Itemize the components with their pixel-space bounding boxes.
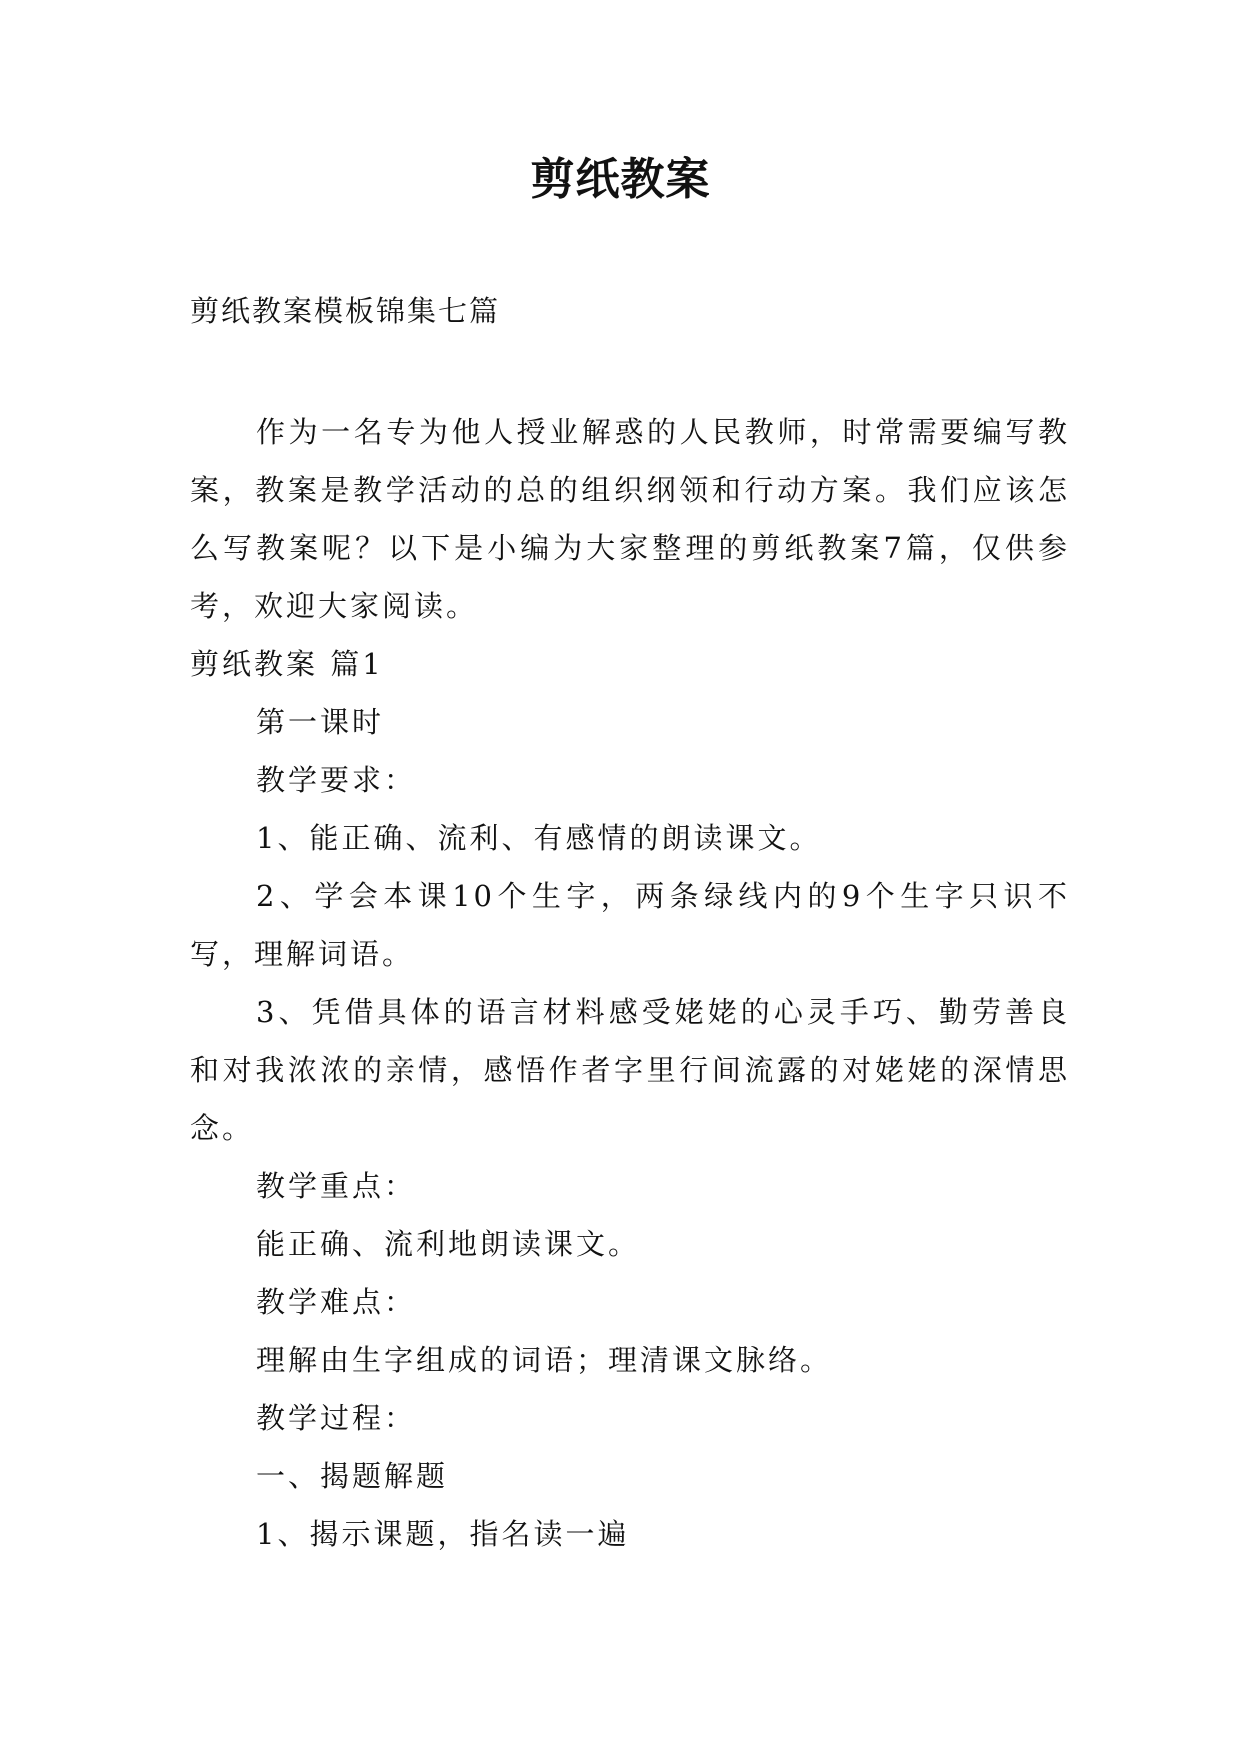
difficulties-text: 理解由生字组成的词语；理清课文脉络。 [256,1343,833,1377]
requirement-item: 3、凭借具体的语言材料感受姥姥的心灵手巧、勤劳善良和对我浓浓的亲情，感悟作者字里行间流露的对姥姥的深情思念。 [190,995,1070,1145]
requirement-item: 1、能正确、流利、有感情的朗读课文。 [256,821,822,855]
key-points-text: 能正确、流利地朗读课文。 [256,1227,641,1261]
lesson-period: 第一课时 [256,705,385,739]
section-heading: 剪纸教案 篇1 [190,647,384,681]
document-title: 剪纸教案 [530,154,711,205]
difficulties-heading: 教学难点： [256,1285,417,1319]
process-heading: 教学过程： [256,1401,417,1435]
document-body [190,403,1070,1563]
intro-paragraph: 作为一名专为他人授业解惑的人民教师，时常需要编写教案，教案是教学活动的总的组织纲领和行动方案。我们应该怎么写教案呢？以下是小编为大家整理的剪纸教案7篇，仅供参考，欢迎大家阅读。 [190,415,1070,623]
key-points-heading: 教学重点： [256,1169,417,1203]
process-step-item: 1、揭示课题，指名读一遍 [256,1517,630,1551]
requirement-item: 2、学会本课10个生字，两条绿线内的9个生字只识不写，理解词语。 [190,879,1070,971]
process-step-heading: 一、揭题解题 [256,1459,449,1493]
teaching-requirements-heading: 教学要求： [256,763,417,797]
document-subtitle: 剪纸教案模板锦集七篇 [190,294,501,328]
